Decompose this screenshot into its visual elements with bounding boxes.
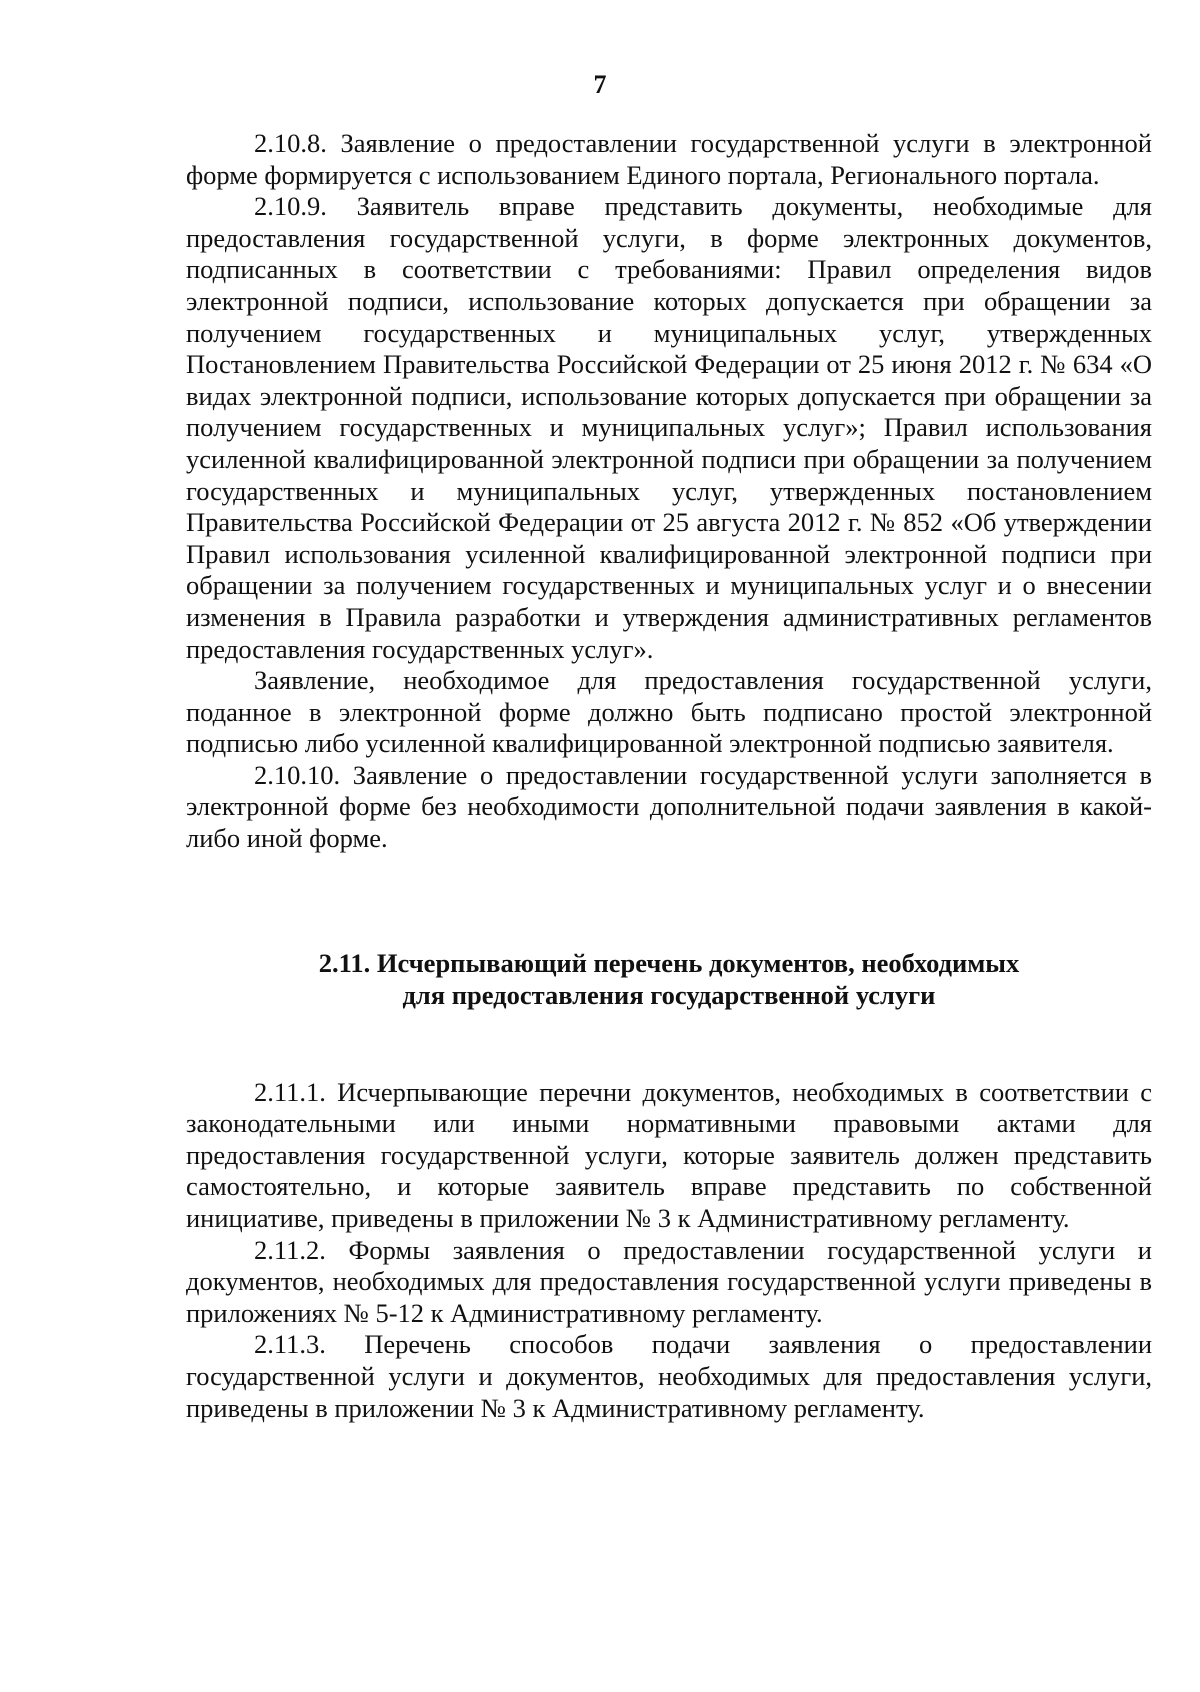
paragraph-2-11-3: 2.11.3. Перечень способов подачи заявления о предоставлении государственной услуги и документов, необходимых для предоставления услуги, приведены в приложении № 3 к Административному регламенту. — [186, 1329, 1152, 1423]
spacer — [186, 1011, 1152, 1077]
section-heading-2-11 — [186, 947, 1152, 1011]
heading-line-2: для предоставления государственной услуги — [402, 979, 936, 1010]
paragraph-2-11-1: 2.11.1. Исчерпывающие перечни документов, необходимых в соответствии с законодательными или иными нормативными правовыми актами для предоставления государственной услуги, которые заявитель должен представить самостоятельно, и которые заявитель вправе представить по собственной инициативе, приведены в приложении № 3 к Административному регламенту. — [186, 1076, 1152, 1234]
heading-line-1: 2.11. Исчерпывающий перечень документов, необходимых — [318, 947, 1020, 978]
paragraph-2-10-9: 2.10.9. Заявитель вправе представить документы, необходимые для предоставления государственной услуги, в форме электронных документов, подписанных в соответствии с требованиями: Правил определения видов электронной подписи, использование которых допускается при обращении за получением государственных и муниципальных услуг, утвержденных Постановлением Правительства Российской Федерации от 25 июня 2012 г. № 634 «О видах электронной подписи, использование которых допускается при обращении за получением государственных и муниципальных услуг»; Правил использования усиленной квалифицированной электронной подписи при обращении за получением государственных и муниципальных услуг, утвержденных постановлением Правительства Российской Федерации от 25 августа 2012 г. № 852 «Об утверждении Правил использования усиленной квалифицированной электронной подписи при обращении за получением государственных и муниципальных услуг и о внесении изменения в Правила разработки и утверждения административных регламентов предоставления государственных услуг». — [186, 191, 1152, 664]
paragraph-2-10-10: 2.10.10. Заявление о предоставлении государственной услуги заполняется в электронной форме без необходимости дополнительной подачи заявления в какой-либо иной форме. — [186, 759, 1152, 854]
paragraph-2-10-8: 2.10.8. Заявление о предоставлении государственной услуги в электронной форме формируется с использованием Единого портала, Регионального портала. — [186, 128, 1152, 190]
paragraph-signature-requirement: Заявление, необходимое для предоставления государственной услуги, поданное в электронной форме должно быть подписано простой электронной подписью либо усиленной квалифицированной электронной подписью заявителя. — [186, 665, 1152, 759]
paragraph-2-11-2: 2.11.2. Формы заявления о предоставлении государственной услуги и документов, необходимых для предоставления государственной услуги приведены в приложениях № 5-12 к Административному регламенту. — [186, 1234, 1152, 1328]
spacer — [186, 855, 1152, 947]
page-number: 7 — [593, 70, 607, 99]
document-body — [186, 128, 1152, 1424]
